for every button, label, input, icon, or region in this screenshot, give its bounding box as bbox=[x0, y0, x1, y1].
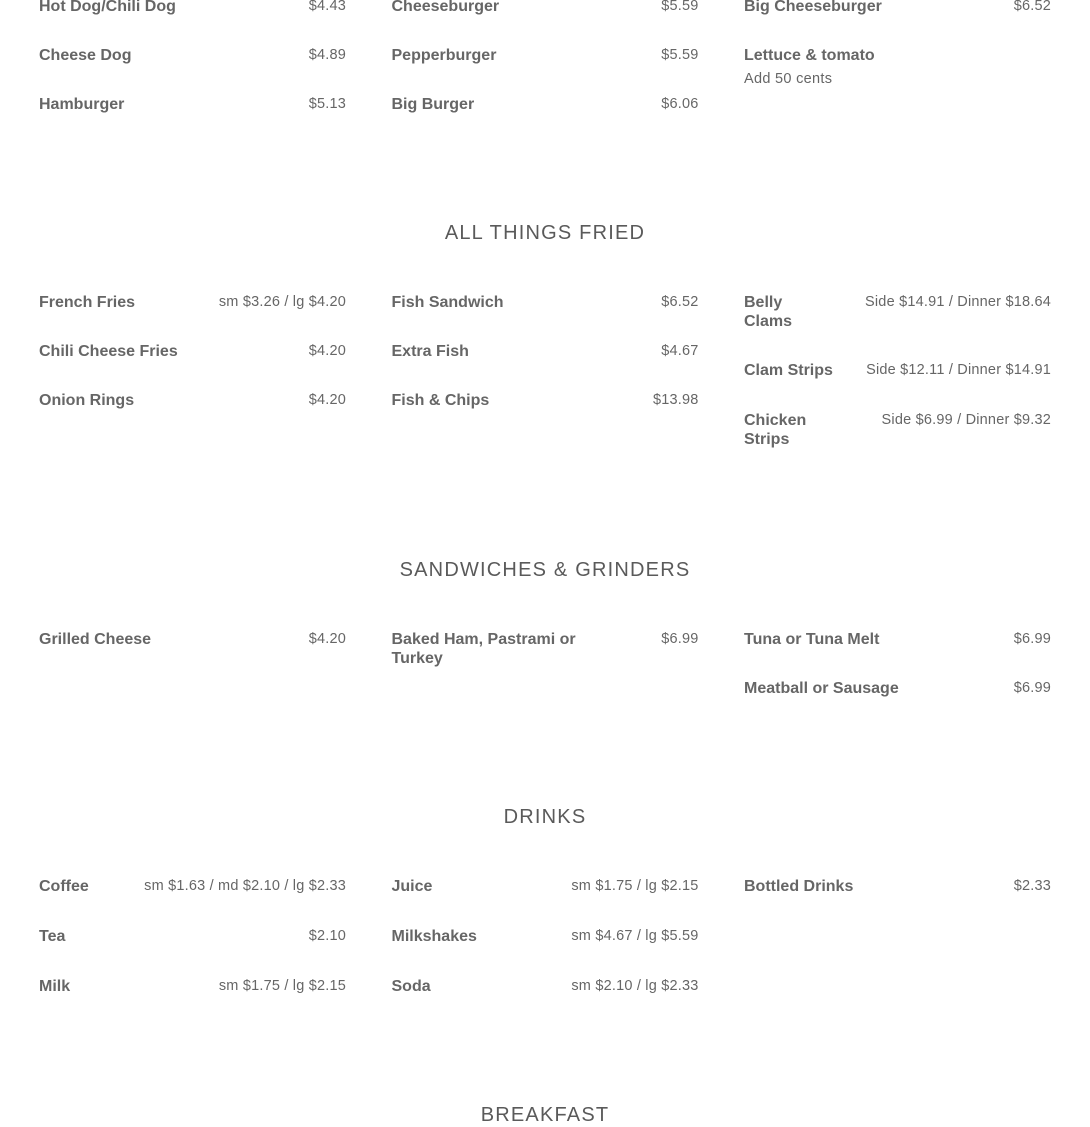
menu-item bbox=[39, 342, 346, 361]
item-price: $6.99 bbox=[661, 631, 699, 647]
menu-item bbox=[744, 0, 1051, 16]
item-name: Coffee bbox=[39, 878, 89, 895]
sandwiches-col-2 bbox=[392, 630, 699, 728]
menu-item bbox=[392, 46, 699, 65]
item-name: Tea bbox=[39, 928, 66, 945]
item-price: sm $1.63 / md $2.10 / lg $2.33 bbox=[144, 878, 346, 894]
item-name: Lettuce & tomato bbox=[744, 47, 875, 64]
top-col-3 bbox=[744, 0, 1051, 144]
drinks-col-3 bbox=[744, 877, 1051, 1026]
menu-item bbox=[392, 293, 699, 312]
item-name: Grilled Cheese bbox=[39, 631, 152, 648]
item-name: Pepperburger bbox=[391, 47, 497, 64]
item-name: Hamburger bbox=[39, 96, 125, 113]
menu-item bbox=[744, 679, 1051, 698]
menu-item bbox=[744, 630, 1051, 649]
top-col-2 bbox=[392, 0, 699, 144]
menu-item bbox=[39, 927, 346, 946]
menu-item bbox=[39, 46, 346, 65]
item-name: Cheese Dog bbox=[39, 47, 132, 64]
item-name: Bottled Drinks bbox=[744, 878, 854, 895]
menu-item bbox=[39, 0, 346, 16]
menu-item bbox=[392, 977, 699, 996]
item-price: $4.20 bbox=[308, 343, 346, 359]
section-title-drinks: DRINKS bbox=[503, 806, 587, 828]
drinks-section-grid bbox=[39, 877, 1051, 1026]
item-name: Onion Rings bbox=[39, 392, 135, 409]
item-price: $6.06 bbox=[661, 96, 699, 112]
menu-item bbox=[392, 0, 699, 16]
item-price: Side $6.99 / Dinner $9.32 bbox=[881, 412, 1051, 428]
item-price: Side $12.11 / Dinner $14.91 bbox=[866, 362, 1051, 378]
item-name: Juice bbox=[391, 878, 433, 895]
menu-item bbox=[392, 391, 699, 410]
item-name: Tuna or Tuna Melt bbox=[744, 631, 880, 648]
item-price: $5.13 bbox=[308, 96, 346, 112]
item-price: $2.33 bbox=[1013, 878, 1051, 894]
drinks-col-2 bbox=[392, 877, 699, 1026]
menu-item bbox=[744, 293, 1051, 331]
item-price: $5.59 bbox=[661, 47, 699, 63]
menu-item bbox=[39, 391, 346, 410]
item-price: sm $4.67 / lg $5.59 bbox=[571, 928, 699, 944]
item-price: $5.59 bbox=[661, 0, 699, 14]
item-price: $6.99 bbox=[1013, 680, 1051, 696]
menu-item bbox=[392, 877, 699, 896]
menu-item bbox=[39, 977, 346, 996]
item-name: Big Burger bbox=[391, 96, 475, 113]
item-price: $2.10 bbox=[308, 928, 346, 944]
item-price: $13.98 bbox=[652, 392, 699, 408]
item-price: Side $14.91 / Dinner $18.64 bbox=[865, 294, 1051, 310]
top-col-1 bbox=[39, 0, 346, 144]
item-name: Meatball or Sausage bbox=[744, 680, 899, 697]
item-price: $4.89 bbox=[308, 47, 346, 63]
menu-item bbox=[39, 293, 346, 312]
menu-item bbox=[744, 411, 1051, 449]
fried-section-grid bbox=[39, 293, 1051, 479]
item-name: Milkshakes bbox=[391, 928, 477, 945]
menu-item bbox=[39, 630, 346, 649]
item-price: $6.52 bbox=[661, 294, 699, 310]
menu-item bbox=[392, 342, 699, 361]
item-name: Belly Clams bbox=[744, 294, 793, 330]
item-price: sm $1.75 / lg $2.15 bbox=[218, 978, 346, 994]
menu-item bbox=[744, 46, 1051, 89]
item-name: Baked Ham, Pastrami or Turkey bbox=[391, 631, 576, 667]
menu-item bbox=[392, 927, 699, 946]
item-price: $4.67 bbox=[661, 343, 699, 359]
fried-col-2 bbox=[392, 293, 699, 479]
item-name: Fish & Chips bbox=[391, 392, 490, 409]
item-price: sm $2.10 / lg $2.33 bbox=[571, 978, 699, 994]
menu-item bbox=[39, 877, 346, 896]
sandwiches-section-grid bbox=[39, 630, 1051, 728]
item-note: Add 50 cents bbox=[744, 71, 833, 87]
item-name: Fish Sandwich bbox=[391, 294, 504, 311]
item-name: Big Cheeseburger bbox=[744, 0, 882, 15]
item-name: Soda bbox=[391, 978, 431, 995]
item-name: Cheeseburger bbox=[391, 0, 500, 15]
item-name: Clam Strips bbox=[744, 362, 833, 379]
section-title-breakfast: BREAKFAST bbox=[480, 1104, 610, 1126]
item-name: Hot Dog/Chili Dog bbox=[39, 0, 176, 15]
section-title-sandwiches: SANDWICHES & GRINDERS bbox=[399, 559, 691, 581]
item-price: $4.20 bbox=[308, 392, 346, 408]
fried-col-1 bbox=[39, 293, 346, 479]
item-name: Milk bbox=[39, 978, 71, 995]
menu-item bbox=[39, 95, 346, 114]
sandwiches-col-3 bbox=[744, 630, 1051, 728]
item-price: $6.52 bbox=[1013, 0, 1051, 14]
item-price: sm $1.75 / lg $2.15 bbox=[571, 878, 699, 894]
menu-item bbox=[392, 95, 699, 114]
fried-col-3 bbox=[744, 293, 1051, 479]
menu-item bbox=[744, 877, 1051, 896]
item-price: $4.43 bbox=[308, 0, 346, 14]
menu-item bbox=[392, 630, 699, 668]
section-title-fried: ALL THINGS FRIED bbox=[444, 222, 646, 244]
item-name: French Fries bbox=[39, 294, 136, 311]
top-section-grid bbox=[39, 0, 1051, 144]
item-price: sm $3.26 / lg $4.20 bbox=[218, 294, 346, 310]
sandwiches-col-1 bbox=[39, 630, 346, 728]
item-name: Chili Cheese Fries bbox=[39, 343, 178, 360]
item-price: $6.99 bbox=[1013, 631, 1051, 647]
drinks-col-1 bbox=[39, 877, 346, 1026]
item-price: $4.20 bbox=[308, 631, 346, 647]
item-name: Extra Fish bbox=[391, 343, 469, 360]
menu-item bbox=[744, 361, 1051, 380]
item-name: Chicken Strips bbox=[744, 412, 807, 448]
